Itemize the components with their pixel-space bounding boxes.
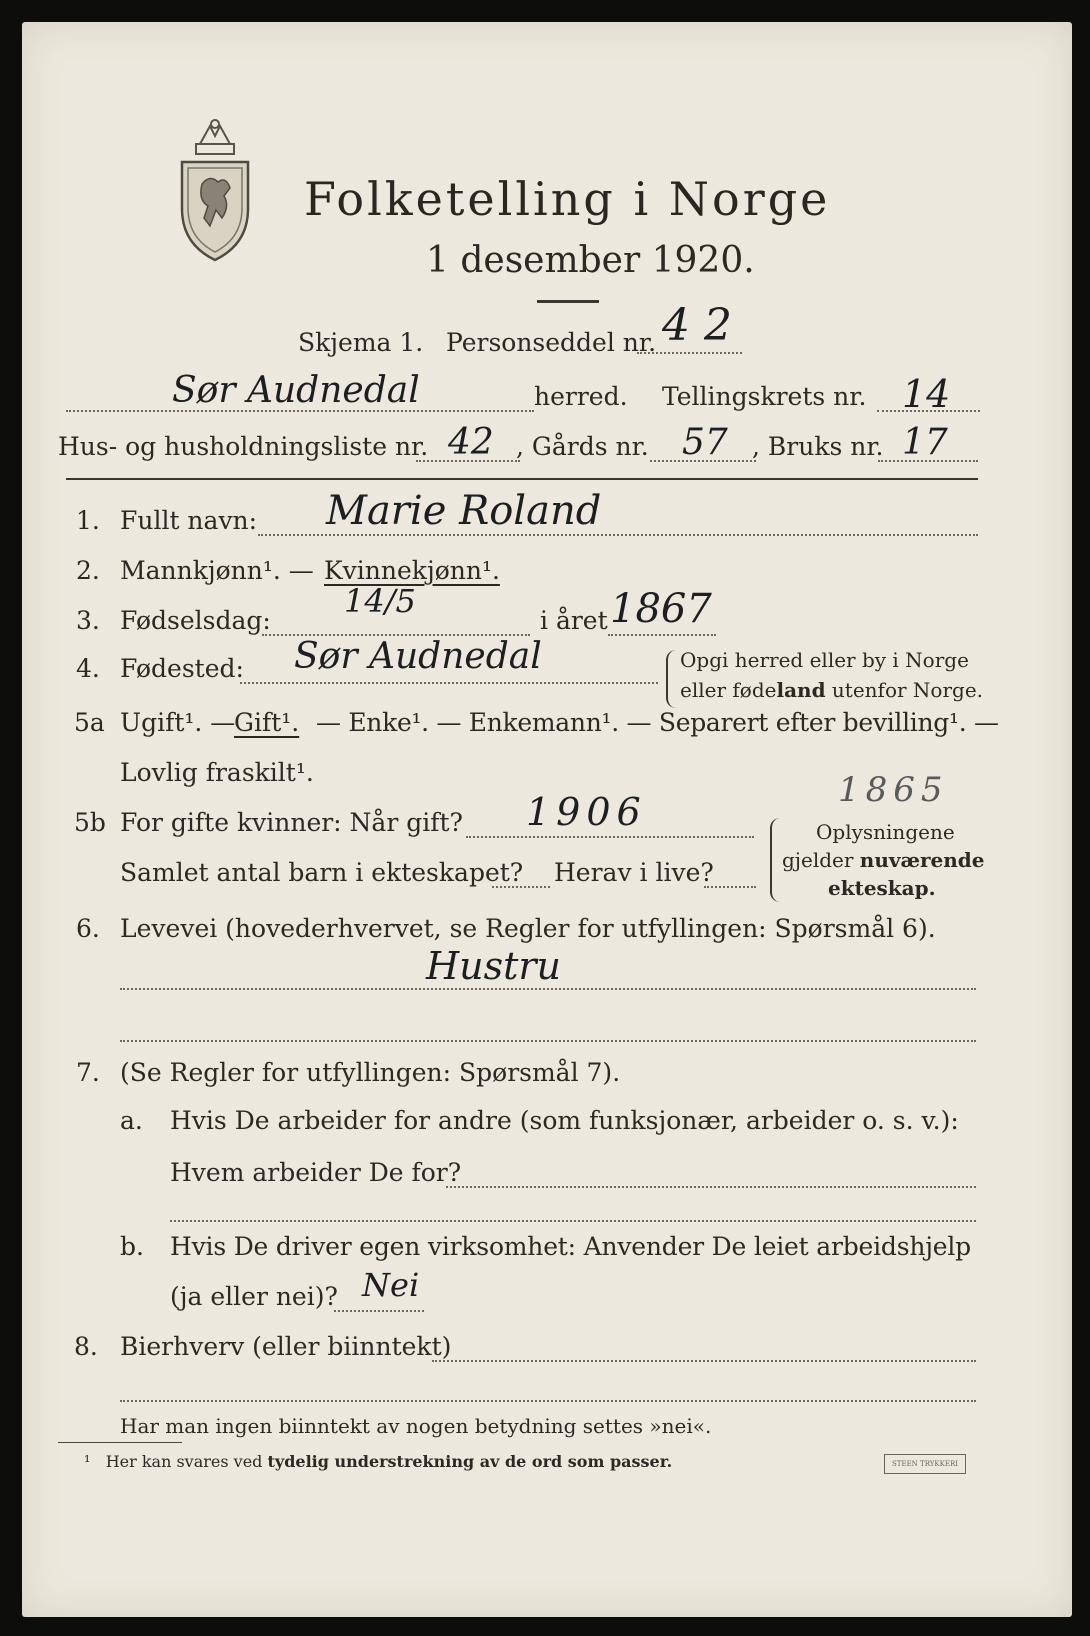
nar-gift-value: 1906 (526, 790, 647, 834)
q2-number: 2. (76, 556, 100, 585)
levevei-field-2[interactable] (120, 1040, 976, 1042)
q7-number: 7. (76, 1058, 100, 1087)
q7-label: (Se Regler for utfyllingen: Spørsmål 7). (120, 1058, 621, 1087)
q1-label: Fullt navn: (120, 506, 258, 535)
q5b-number: 5b (74, 808, 106, 837)
fodselsdag-value: 14/5 (344, 582, 416, 620)
q3-number: 3. (76, 606, 100, 635)
coat-of-arms-icon (170, 114, 260, 264)
bierhverv-field-2[interactable] (120, 1400, 976, 1402)
husliste-label: Hus- og husholdningsliste nr. (58, 432, 429, 461)
q5a-number: 5a (74, 708, 105, 737)
fodested-value: Sør Audnedal (294, 636, 542, 677)
q4-number: 4. (76, 654, 100, 683)
fodselsar-value: 1867 (610, 586, 712, 632)
arbeidsgiver-field-2[interactable] (170, 1220, 976, 1222)
kvinnekjonn-option[interactable]: Kvinnekjønn¹. (324, 556, 500, 585)
personseddel-field[interactable] (637, 352, 742, 354)
fodested-note-1: Opgi herred eller by i Norge (680, 648, 969, 672)
fodselsar-field[interactable] (608, 634, 716, 636)
leiet-arbeidshjelp-value: Nei (362, 1266, 420, 1304)
margin-note: 1865 (838, 770, 949, 810)
q5b-label: For gifte kvinner: Når gift? (120, 808, 463, 837)
herav-label: Herav i live? (554, 858, 714, 887)
nei-note: Har man ingen biinntekt av nogen betydning settes »nei«. (120, 1414, 712, 1438)
fraskilt-option[interactable]: Lovlig fraskilt¹. (120, 758, 314, 787)
barn-label: Samlet antal barn i ekteskapet? (120, 858, 524, 887)
levevei-value: Hustru (426, 944, 562, 988)
q7b-line2: (ja eller nei)? (170, 1282, 338, 1311)
fullt-navn-value: Marie Roland (326, 488, 602, 534)
levevei-field-1[interactable] (120, 988, 976, 990)
mannkjonn-option[interactable]: Mannkjønn¹. — (120, 556, 314, 585)
bruks-value: 17 (902, 422, 948, 463)
q8-label: Bierhverv (eller biinntekt) (120, 1332, 452, 1361)
ekteskap-note-1: Oplysningene (816, 820, 955, 844)
civil-status-options[interactable]: — Enke¹. — Enkemann¹. — Separert efter bevilling¹. — (316, 708, 999, 737)
q6-label: Levevei (hovederhvervet, se Regler for utfyllingen: Spørsmål 6). (120, 914, 936, 943)
q8-number: 8. (74, 1332, 98, 1361)
bruks-label: , Bruks nr. (752, 432, 884, 461)
fodested-field[interactable] (240, 682, 658, 684)
gift-option[interactable]: Gift¹. (234, 708, 300, 737)
gards-value: 57 (682, 422, 728, 463)
q3-label: Fødselsdag: (120, 606, 271, 635)
personseddel-label: Personseddel nr. (446, 328, 657, 357)
tellingskrets-value: 14 (902, 372, 951, 416)
census-date: 1 desember 1920. (426, 240, 755, 281)
title-divider (537, 300, 599, 303)
personseddel-value: 42 (662, 300, 746, 351)
bierhverv-field[interactable] (432, 1360, 976, 1362)
fodested-brace (666, 650, 676, 708)
herred-field[interactable] (66, 410, 534, 412)
ekteskap-note-2: gjelder nuværende (782, 848, 985, 872)
schema-label: Skjema 1. (298, 328, 424, 357)
header-divider (66, 478, 978, 480)
fullt-navn-field[interactable] (258, 534, 978, 536)
tellingskrets-label: Tellingskrets nr. (662, 382, 867, 411)
q7a-line2: Hvem arbeider De for? (170, 1158, 462, 1187)
footnote: ¹ Her kan svares ved tydelig understrekning av de ord som passer. (84, 1452, 673, 1471)
herred-value: Sør Audnedal (172, 370, 420, 411)
fodested-note-2: eller fødeland utenfor Norge. (680, 678, 984, 702)
herav-field[interactable] (704, 886, 756, 888)
census-form (22, 22, 1072, 1617)
q7a-letter: a. (120, 1106, 143, 1135)
q6-number: 6. (76, 914, 100, 943)
leiet-arbeidshjelp-field[interactable] (334, 1310, 424, 1312)
herred-label: herred. (534, 382, 628, 411)
barn-field[interactable] (492, 886, 550, 888)
nar-gift-field[interactable] (466, 836, 754, 838)
ekteskap-note-3: ekteskap. (828, 876, 936, 900)
gards-label: , Gårds nr. (516, 432, 649, 461)
footnote-divider (58, 1442, 182, 1443)
ekteskap-brace (770, 818, 780, 902)
q7b-letter: b. (120, 1232, 144, 1261)
q1-number: 1. (76, 506, 100, 535)
q4-label: Fødested: (120, 654, 244, 683)
arbeidsgiver-field[interactable] (446, 1186, 976, 1188)
q7b-line1: Hvis De driver egen virksomhet: Anvender De leiet arbeidshjelp (170, 1232, 971, 1261)
printer-stamp: STEEN TRYKKERI (884, 1454, 966, 1474)
q3-year-label: i året (540, 606, 608, 635)
husliste-value: 42 (448, 422, 494, 463)
q7a-line1: Hvis De arbeider for andre (som funksjonær, arbeider o. s. v.): (170, 1106, 959, 1135)
ugift-option[interactable]: Ugift¹. — (120, 708, 236, 737)
form-title: Folketelling i Norge (304, 172, 831, 226)
